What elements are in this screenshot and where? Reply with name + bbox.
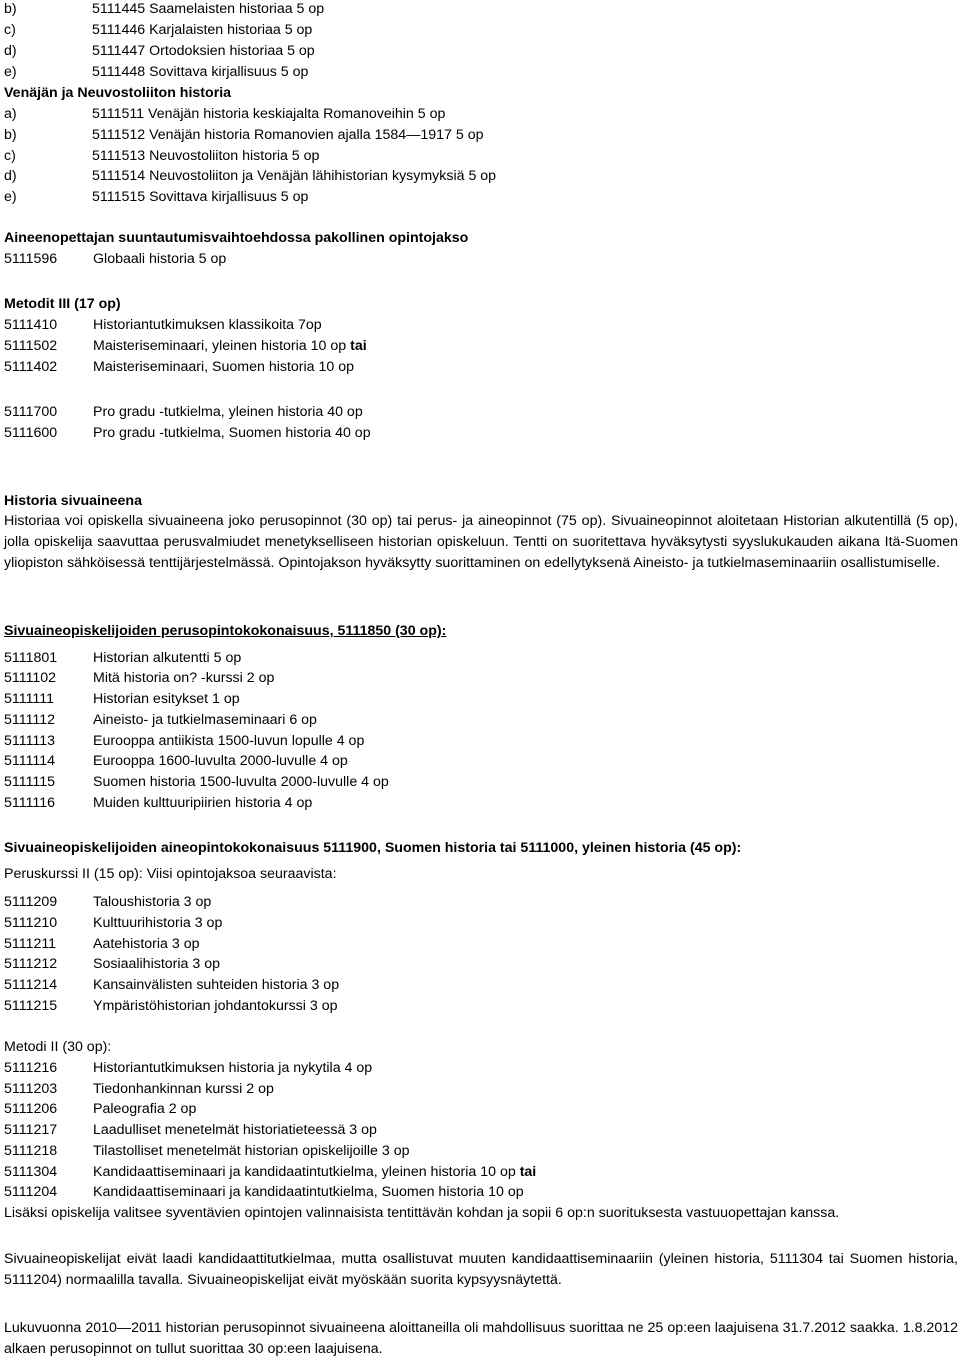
course-row: 5111218 Tilastolliset menetelmät historian opiskelijoille 3 op <box>4 1143 410 1159</box>
section-heading-aineenopettaja: Aineenopettajan suuntautumisvaihtoehdossa pakollinen opintojakso <box>4 230 469 246</box>
paragraph-lukuvuonna: Lukuvuonna 2010—2011 historian perusopinnot sivuaineena aloittaneilla oli mahdollisuus suorittaa ne 25 op:een laajuisena 31.7.2012 saakka. 1.8.2012 alkaen perusopinnot on tullut suorittaa 30 op:een laajuisena. <box>4 1320 958 1357</box>
subheading-metodi-ii: Metodi II (30 op): <box>4 1039 112 1055</box>
course-row: 5111210 Kulttuurihistoria 3 op <box>4 915 223 931</box>
list-item: e) 5111515 Sovittava kirjallisuus 5 op <box>4 189 309 205</box>
list-item: d) 5111447 Ortodoksien historiaa 5 op <box>4 43 315 59</box>
section-heading-sivuaine: Historia sivuaineena <box>4 493 142 509</box>
course-row: 5111102 Mitä historia on? -kurssi 2 op <box>4 670 275 686</box>
subheading-peruskurssi: Peruskurssi II (15 op): Viisi opintojaksoa seuraavista: <box>4 866 337 882</box>
list-item: c) 5111513 Neuvostoliiton historia 5 op <box>4 148 320 164</box>
list-item: b) 5111512 Venäjän historia Romanovien ajalla 1584—1917 5 op <box>4 127 484 143</box>
course-row: 5111304 Kandidaattiseminaari ja kandidaatintutkielma, yleinen historia 10 op tai <box>4 1164 537 1180</box>
list-item: a) 5111511 Venäjän historia keskiajalta Romanoveihin 5 op <box>4 106 446 122</box>
note-lisaksi: Lisäksi opiskelija valitsee syventävien opintojen valinnaisista tentittävän kohdan ja sopii 6 op:n suorituksesta vastuuopettajan kanssa. <box>4 1205 840 1221</box>
course-row: 5111116 Muiden kulttuuripiirien historia 4 op <box>4 795 313 811</box>
section-heading-perusopinnot: Sivuaineopiskelijoiden perusopintokokonaisuus, 5111850 (30 op): <box>4 623 447 639</box>
course-row: 5111203 Tiedonhankinnan kurssi 2 op <box>4 1081 274 1097</box>
course-row: 5111204 Kandidaattiseminaari ja kandidaatintutkielma, Suomen historia 10 op <box>4 1184 524 1200</box>
course-row: 5111209 Taloushistoria 3 op <box>4 894 212 910</box>
or-conjunction: tai <box>350 338 367 354</box>
section-heading-russia: Venäjän ja Neuvostoliiton historia <box>4 85 232 101</box>
course-row: 5111114 Eurooppa 1600-luvulta 2000-luvulle 4 op <box>4 753 348 769</box>
course-row: 5111801 Historian alkutentti 5 op <box>4 650 242 666</box>
course-row: 5111700 Pro gradu -tutkielma, yleinen historia 40 op <box>4 404 363 420</box>
course-row: 5111212 Sosiaalihistoria 3 op <box>4 956 220 972</box>
course-row: 5111502 Maisteriseminaari, yleinen historia 10 op tai <box>4 338 367 354</box>
section-heading-metodit-iii: Metodit III (17 op) <box>4 296 121 312</box>
course-row: 5111113 Eurooppa antiikista 1500-luvun lopulle 4 op <box>4 733 365 749</box>
course-row: 5111402 Maisteriseminaari, Suomen historia 10 op <box>4 359 355 375</box>
course-row: 5111410 Historiantutkimuksen klassikoita 7op <box>4 317 322 333</box>
paragraph-sivuaine: Historiaa voi opiskella sivuaineena joko perusopinnot (30 op) tai perus- ja aineopinnot (75 op). Sivuaineopinnot aloitetaan Historian alkutentillä (5 op), jolla opiskelija saavuttaa perusvalmiudet menetykselliseen historian opiskeluun. Tentti on suoritettava hyväksytysti syyslukukauden aikana Itä-Suomen yliopiston sähköisessä tenttijärjestelmässä. Opintojakson hyväksytty suorittaminen on edellytyksenä Aineisto- ja tutkielmaseminaariin osallistumiselle. <box>4 513 958 571</box>
course-row: 5111596 Globaali historia 5 op <box>4 251 227 267</box>
course-row: 5111112 Aineisto- ja tutkielmaseminaari 6 op <box>4 712 317 728</box>
course-row: 5111111 Historian esitykset 1 op <box>4 691 240 707</box>
course-row: 5111216 Historiantutkimuksen historia ja nykytila 4 op <box>4 1060 373 1076</box>
course-row: 5111211 Aatehistoria 3 op <box>4 936 200 952</box>
or-conjunction: tai <box>519 1164 537 1180</box>
list-item: e) 5111448 Sovittava kirjallisuus 5 op <box>4 64 309 80</box>
list-item: b) 5111445 Saamelaisten historiaa 5 op <box>4 1 325 17</box>
list-item: c) 5111446 Karjalaisten historiaa 5 op <box>4 22 313 38</box>
list-item: d) 5111514 Neuvostoliiton ja Venäjän lähihistorian kysymyksiä 5 op <box>4 168 497 184</box>
paragraph-kandidaatti: Sivuaineopiskelijat eivät laadi kandidaattitutkielmaa, mutta osallistuvat muuten kandidaattiseminaariin (yleinen historia, 5111304 tai Suomen historia, 5111204) normaalilla tavalla. Sivuaineopiskelijat eivät myöskään suorita kypsyysnäytettä. <box>4 1251 958 1288</box>
course-row: 5111214 Kansainvälisten suhteiden historia 3 op <box>4 977 340 993</box>
course-row: 5111600 Pro gradu -tutkielma, Suomen historia 40 op <box>4 425 371 441</box>
course-row: 5111206 Paleografia 2 op <box>4 1101 197 1117</box>
course-row: 5111217 Laadulliset menetelmät historiatieteessä 3 op <box>4 1122 377 1138</box>
course-row: 5111215 Ympäristöhistorian johdantokurssi 3 op <box>4 998 338 1014</box>
section-heading-aineopinnot: Sivuaineopiskelijoiden aineopintokokonaisuus 5111900, Suomen historia tai 5111000, yleinen historia (45 op): <box>4 840 742 856</box>
course-row: 5111115 Suomen historia 1500-luvulta 2000-luvulle 4 op <box>4 774 389 790</box>
